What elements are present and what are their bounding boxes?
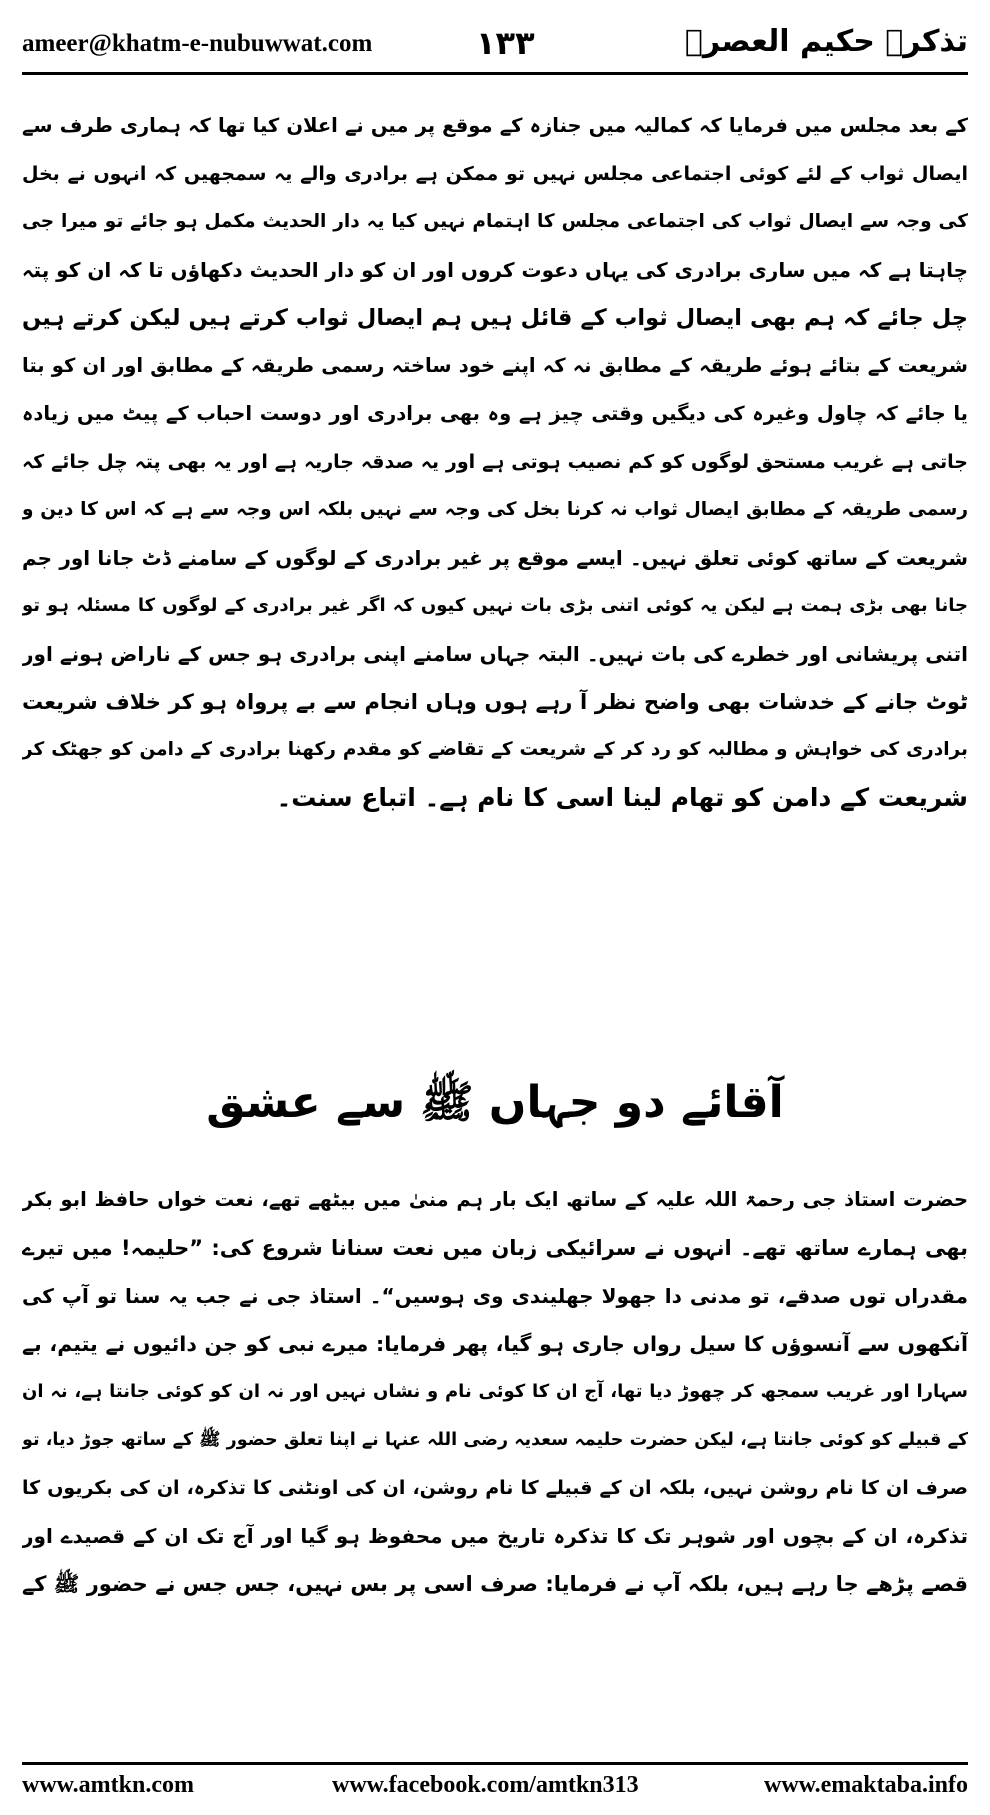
paragraph-1 <box>22 102 968 822</box>
text-line: بھی ہمارے ساتھ تھے۔ انہوں نے سرائیکی زبان میں نعت سنانا شروع کی: ”حلیمہ! میں تیرے <box>22 1236 968 1260</box>
footer-link-amtkn[interactable]: www.amtkn.com <box>22 1772 194 1798</box>
footer-link-emaktaba[interactable]: www.emaktaba.info <box>763 1772 968 1798</box>
text-line: آنکھوں سے آنسوؤں کا سیل رواں جاری ہو گیا، پھر فرمایا: میرے نبی کو جن دائیوں نے یتیم، بے <box>22 1332 968 1356</box>
book-title: تذکرہ حکیم العصرؒ <box>684 24 968 59</box>
paragraph-2 <box>22 1176 968 1608</box>
text-line: تذکرہ، ان کے بچوں اور شوہر تک کا تذکرہ تاریخ میں محفوظ ہو گیا اور آج تک ان کے قصیدے اور <box>22 1524 968 1548</box>
text-line: سہارا اور غریب سمجھ کر چھوڑ دیا تھا، آج ان کا کوئی نام و نشاں نہیں اور نہ ان کو کوئی جانتا ہے، نہ ان <box>22 1381 968 1402</box>
text-line: کے بعد مجلس میں فرمایا کہ کمالیہ میں جنازہ کے موقع پر میں نے اعلان کیا تھا کہ ہماری طرف سے <box>22 114 968 137</box>
page-footer <box>22 1772 968 1808</box>
text-line: شریعت کے بتائے ہوئے طریقہ کے مطابق نہ کہ اپنے خود ساختہ رسمی طریقہ کے مطابق اور ان کو بتا <box>22 354 968 377</box>
text-line: شریعت کے دامن کو تھام لینا اسی کا نام ہے۔ اتباع سنت۔ <box>276 783 968 812</box>
text-line: ٹوٹ جانے کے خدشات بھی واضح نظر آ رہے ہوں وہاں انجام سے بے پرواہ ہو کر خلاف شریعت <box>22 690 968 714</box>
text-line: رسمی طریقہ کے مطابق ایصال ثواب نہ کرنا بخل کی وجہ سے نہیں بلکہ اس وجہ سے ہے کہ اس کا دین و <box>22 499 968 520</box>
text-line: برادری کی خواہش و مطالبہ کو رد کر کے شریعت کے تقاضے کو مقدم رکھنا برادری کے دامن کو جھٹک کر <box>22 739 968 760</box>
text-line: حضرت استاذ جی رحمۃ اللہ علیہ کے ساتھ ایک بار ہم منیٰ میں بیٹھے تھے، نعت خواں حافظ ابو بکر <box>22 1188 968 1211</box>
text-line: کی وجہ سے ایصال ثواب کی اجتماعی مجلس کا اہتمام نہیں کیا یہ دار الحدیث مکمل ہو جائے تو میرا جی <box>22 211 968 232</box>
text-line: صرف ان کا نام روشن نہیں، بلکہ ان کے قبیلے کا نام روشن، ان کی اونٹنی کا تذکرہ، ان کی بکریوں کا <box>22 1477 968 1499</box>
header-rule <box>22 72 968 75</box>
text-line: ایصال ثواب کے لئے کوئی اجتماعی مجلس نہیں تو ممکن ہے برادری والے یہ سمجھیں کہ انہوں نے بخل <box>22 163 968 185</box>
footer-link-facebook[interactable]: www.facebook.com/amtkn313 <box>332 1772 639 1798</box>
header-email[interactable]: ameer@khatm-e-nubuwwat.com <box>22 30 373 57</box>
page-number: ۱۳۳ <box>476 24 535 62</box>
text-line: قصے پڑھے جا رہے ہیں، بلکہ آپ نے فرمایا: صرف اسی پر بس نہیں، جس جس نے حضور ﷺ کے <box>22 1572 968 1596</box>
section-heading: آقائے دو جہاں ﷺ سے عشق <box>206 1077 784 1128</box>
footer-rule <box>22 1762 968 1765</box>
text-line: کے قبیلے کو کوئی جانتا ہے، لیکن حضرت حلیمہ سعدیہ رضی اللہ عنہا نے اپنا تعلق حضور ﷺ کے ساتھ جوڑ دیا، تو <box>22 1430 968 1450</box>
text-line: جانا بھی بڑی ہمت ہے لیکن یہ کوئی اتنی بڑی بات نہیں کیوں کہ اگر غیر برادری کے لوگوں کا مسئلہ ہو تو <box>22 595 968 616</box>
text-line: شریعت کے ساتھ کوئی تعلق نہیں۔ ایسے موقع پر غیر برادری کے لوگوں کے سامنے ڈٹ جانا اور جم <box>22 546 968 570</box>
text-line: چاہتا ہے کہ میں ساری برادری کی یہاں دعوت کروں اور ان کو دار الحدیث دکھاؤں تا کہ ان کو پتہ <box>22 258 968 282</box>
text-line: چل جائے کہ ہم بھی ایصال ثواب کے قائل ہیں ہم ایصال ثواب کرتے ہیں لیکن کرتے ہیں <box>22 305 968 331</box>
text-line: یا جائے کہ چاول وغیرہ کی دیگیں وقتی چیز ہے وہ بھی برادری اور دوست احباب کے پیٹ میں زیادہ <box>22 402 968 425</box>
page-header <box>22 26 968 66</box>
text-line: مقدراں توں صدقے، تو مدنی دا جھولا جھلیندی وی ہوسیں“۔ استاذ جی نے جب یہ سنا تو آپ کی <box>22 1284 968 1308</box>
text-line: اتنی پریشانی اور خطرے کی بات نہیں۔ البتہ جہاں سامنے اپنی برادری ہو جس کے ناراض ہونے اور <box>22 642 968 666</box>
text-line: جاتی ہے غریب مستحق لوگوں کو کم نصیب ہوتی ہے اور یہ صدقہ جاریہ ہے اور یہ بھی پتہ چل جائے کہ <box>22 451 968 473</box>
